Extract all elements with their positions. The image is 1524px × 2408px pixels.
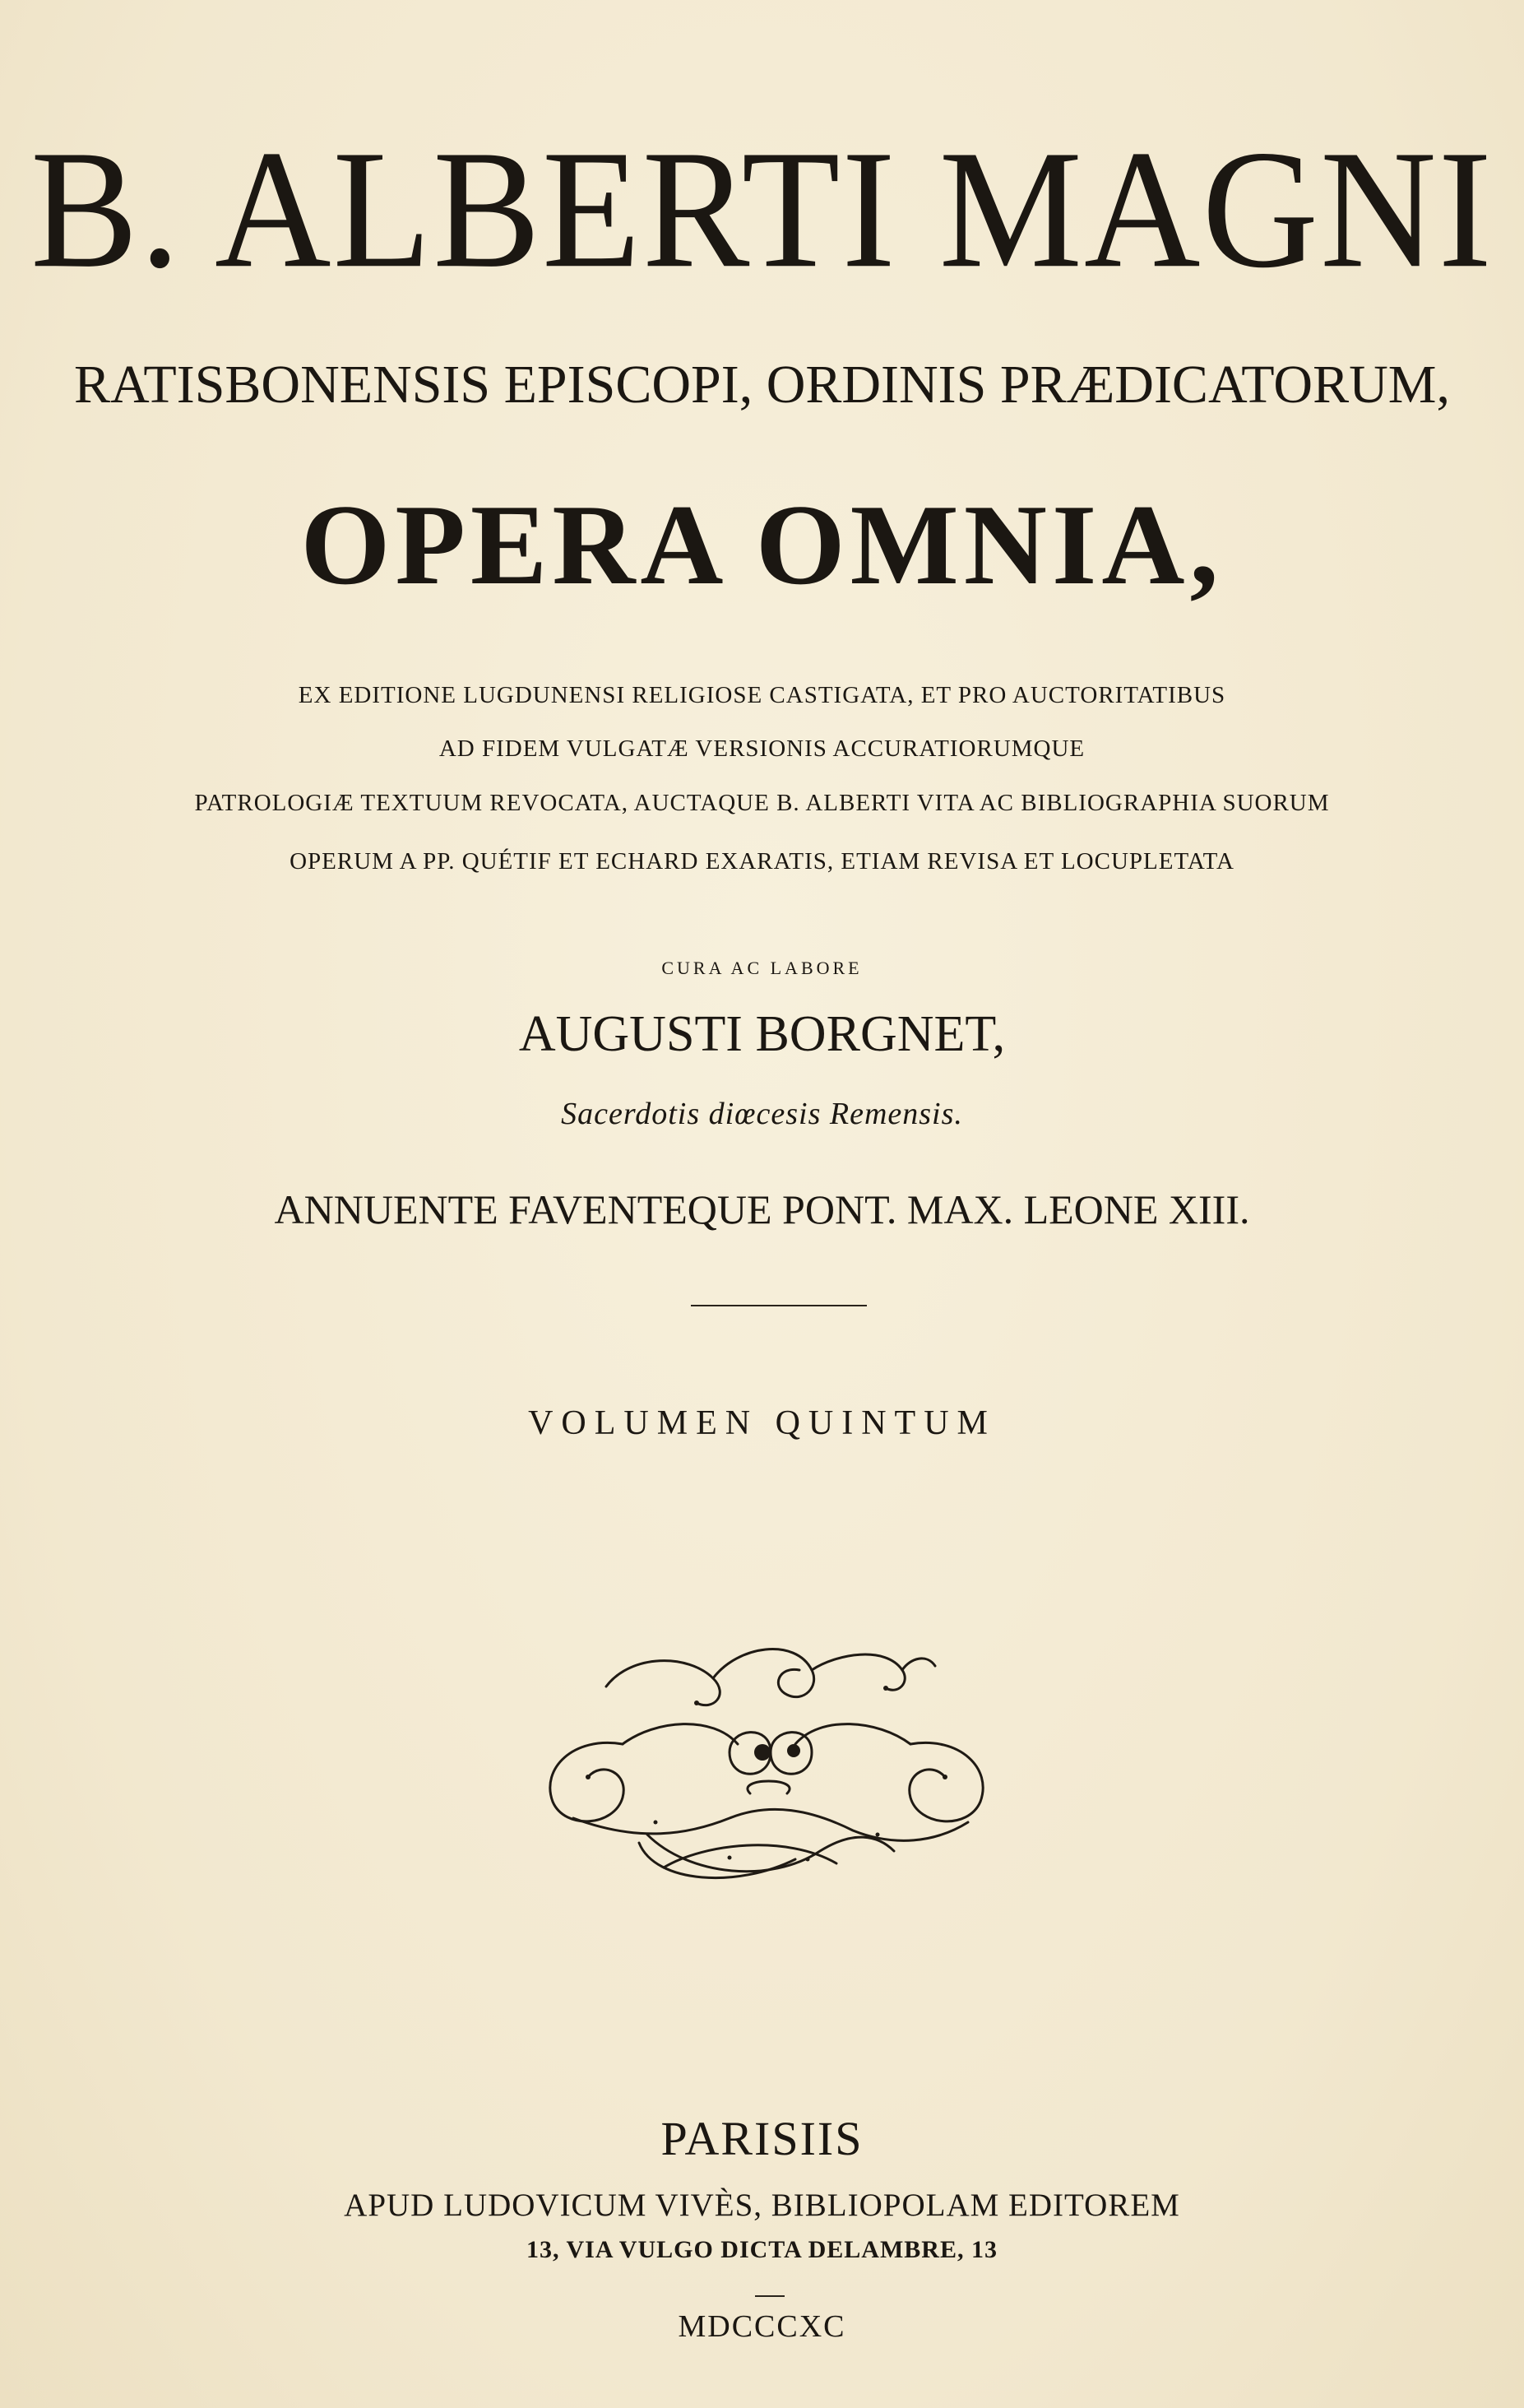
- description-line-2: AD FIDEM VULGATÆ VERSIONIS ACCURATIORUMQUE: [438, 735, 1086, 762]
- papal-approval: ANNUENTE FAVENTEQUE PONT. MAX. LEONE XIII.: [274, 1186, 1250, 1232]
- editor-name: AUGUSTI BORGNET,: [518, 1006, 1006, 1062]
- description-line-4: OPERUM A PP. QUÉTIF ET ECHARD EXARATIS, ETIAM REVISA ET LOCUPLETATA: [290, 848, 1234, 875]
- work-title: OPERA OMNIA,: [300, 481, 1224, 609]
- description-line-3: PATROLOGIÆ TEXTUUM REVOCATA, AUCTAQUE B. ALBERTI VITA AC BIBLIOGRAPHIA SUORUM: [194, 790, 1330, 816]
- subtitle: RATISBONENSIS EPISCOPI, ORDINIS PRÆDICATORUM,: [74, 355, 1450, 415]
- publication-year: MDCCCXC: [678, 2309, 846, 2344]
- publisher-address: 13, VIA VULGO DICTA DELAMBRE, 13: [526, 2236, 998, 2263]
- volume-number: VOLUMEN QUINTUM: [528, 1404, 996, 1442]
- divider-rule: [691, 1305, 867, 1306]
- printer-ornament-icon: [524, 1637, 1008, 1889]
- editor-role: Sacerdotis diœcesis Remensis.: [561, 1097, 963, 1131]
- cura-label: CURA AC LABORE: [661, 958, 863, 978]
- description-line-1: EX EDITIONE LUGDUNENSI RELIGIOSE CASTIGATA, ET PRO AUCTORITATIBUS: [298, 682, 1226, 708]
- imprint-city: PARISIIS: [660, 2112, 864, 2165]
- small-divider: [755, 2295, 785, 2297]
- main-title: B. ALBERTI MAGNI: [30, 115, 1494, 304]
- publisher: APUD LUDOVICUM VIVÈS, BIBLIOPOLAM EDITOREM: [344, 2188, 1180, 2223]
